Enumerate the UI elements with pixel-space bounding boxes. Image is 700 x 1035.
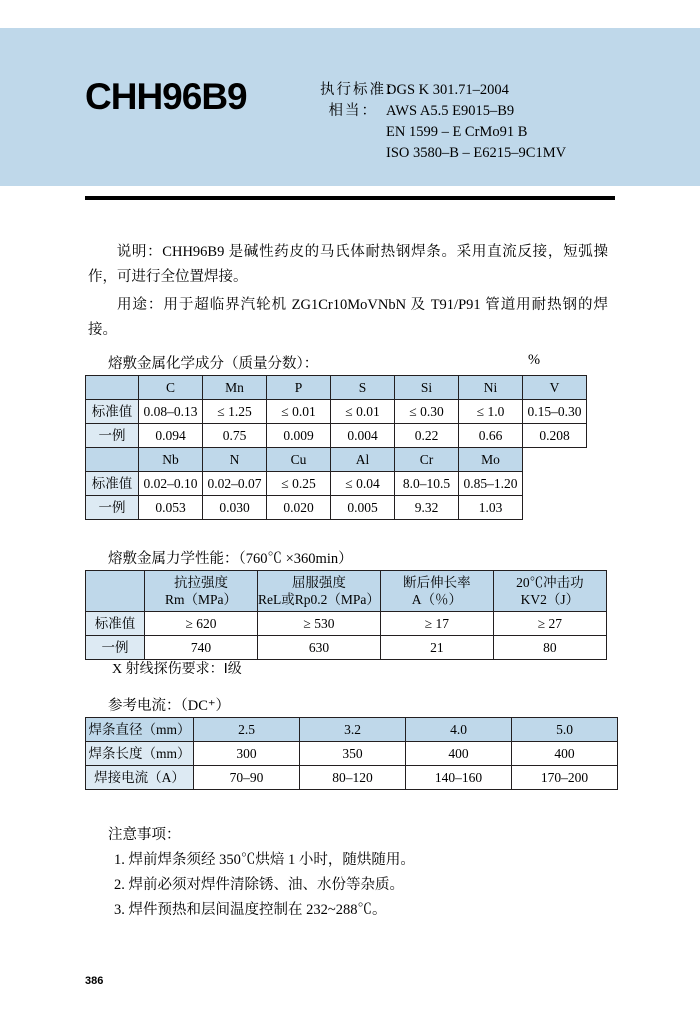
row-label: 一例	[86, 496, 139, 520]
standard-value: AWS A5.5 E9015–B9	[386, 103, 515, 119]
usage-paragraph	[88, 293, 608, 343]
column-header	[145, 571, 258, 612]
table-cell: 4.0	[406, 718, 512, 742]
table-row	[86, 376, 587, 400]
table-cell: 0.020	[267, 496, 331, 520]
table-cell: 3.2	[300, 718, 406, 742]
note-item: 3. 焊件预热和层间温度控制在 232~288℃。	[114, 902, 387, 918]
corner-cell	[86, 448, 139, 472]
column-header: Nb	[139, 448, 203, 472]
description-text: 说明：CHH96B9 是碱性药皮的马氏体耐热钢焊条。采用直流反接，短弧操作，可进行全位置焊接。	[88, 244, 608, 285]
table-row	[86, 742, 618, 766]
note-item: 2. 焊前必须对焊件清除锈、油、水份等杂质。	[114, 877, 404, 893]
standard-row	[320, 143, 566, 164]
reference-current-table	[85, 717, 618, 790]
note-item: 1. 焊前焊条须经 350℃烘焙 1 小时，随烘随用。	[114, 852, 415, 868]
standard-value: EN 1599 – E CrMo91 B	[386, 124, 528, 140]
table-cell: 350	[300, 742, 406, 766]
column-header	[380, 571, 493, 612]
standard-value: ISO 3580–B – E6215–9C1MV	[386, 145, 567, 161]
table-cell: 0.030	[203, 496, 267, 520]
table-row	[86, 424, 587, 448]
table-cell: 8.0–10.5	[395, 472, 459, 496]
description-paragraph	[88, 240, 608, 290]
row-label: 焊条长度（mm）	[86, 742, 194, 766]
table-cell: 300	[194, 742, 300, 766]
table-cell: ≥ 17	[380, 612, 493, 636]
table-cell: ≤ 1.25	[203, 400, 267, 424]
chemical-composition-table	[85, 375, 587, 520]
table-cell: ≤ 0.25	[267, 472, 331, 496]
table-cell: 80	[493, 636, 606, 660]
table-cell: 0.15–0.30	[523, 400, 587, 424]
table-cell: 0.053	[139, 496, 203, 520]
table-cell: 400	[512, 742, 618, 766]
usage-text: 用途：用于超临界汽轮机 ZG1Cr10MoVNbN 及 T91/P91 管道用耐热钢的焊接。	[88, 297, 608, 338]
standard-label: 相当：	[328, 103, 378, 119]
column-header: Mn	[203, 376, 267, 400]
table-cell: 9.32	[395, 496, 459, 520]
column-header: Al	[331, 448, 395, 472]
mechanical-caption: 熔敷金属力学性能：（760℃ ×360min）	[108, 551, 353, 567]
table-row	[86, 636, 607, 660]
table-cell: ≤ 1.0	[459, 400, 523, 424]
chemical-caption	[108, 352, 541, 373]
table-cell: 0.009	[267, 424, 331, 448]
column-header-line2: Rm（MPa）	[164, 592, 237, 607]
table-row	[86, 472, 587, 496]
chemical-unit: %	[528, 352, 541, 368]
empty-cell	[523, 448, 587, 472]
table-cell: 2.5	[194, 718, 300, 742]
table-row	[86, 718, 618, 742]
table-cell: ≥ 530	[258, 612, 381, 636]
table-cell: 0.004	[331, 424, 395, 448]
table-cell: 21	[380, 636, 493, 660]
mechanical-properties-table	[85, 570, 607, 660]
table-cell: 70–90	[194, 766, 300, 790]
title-divider	[85, 196, 615, 200]
current-caption: 参考电流：（DC⁺）	[108, 698, 231, 714]
table-cell: 740	[145, 636, 258, 660]
table-cell: ≤ 0.30	[395, 400, 459, 424]
table-row	[86, 612, 607, 636]
column-header: C	[139, 376, 203, 400]
column-header: P	[267, 376, 331, 400]
standard-row	[320, 80, 566, 101]
notes-section	[108, 823, 415, 923]
page-title: CHH96B9	[85, 76, 247, 117]
table-row	[86, 766, 618, 790]
column-header: V	[523, 376, 587, 400]
table-cell: 1.03	[459, 496, 523, 520]
table-cell: 0.02–0.07	[203, 472, 267, 496]
table-cell: 0.094	[139, 424, 203, 448]
table-row	[86, 496, 587, 520]
standard-row	[320, 101, 566, 122]
table-cell: 0.22	[395, 424, 459, 448]
chemical-caption-text: 熔敷金属化学成分（质量分数）：	[108, 356, 319, 372]
table-cell: 0.005	[331, 496, 395, 520]
table-cell: 0.75	[203, 424, 267, 448]
table-cell: ≥ 27	[493, 612, 606, 636]
header-band	[0, 28, 700, 186]
table-row	[86, 400, 587, 424]
xray-requirement: X 射线探伤要求：Ⅰ级	[112, 662, 242, 677]
table-cell: 170–200	[512, 766, 618, 790]
column-header-line2: ReL或Rp0.2（MPa）	[258, 592, 380, 607]
empty-cell	[523, 496, 587, 520]
table-cell: 0.85–1.20	[459, 472, 523, 496]
table-cell: 630	[258, 636, 381, 660]
table-cell: ≤ 0.01	[267, 400, 331, 424]
column-header-line2: KV2（J）	[520, 592, 580, 607]
table-cell: 0.08–0.13	[139, 400, 203, 424]
column-header-line1: 抗拉强度	[174, 575, 228, 590]
column-header	[493, 571, 606, 612]
table-cell: ≥ 620	[145, 612, 258, 636]
standard-label: 执行标准：	[320, 82, 403, 98]
table-cell: 400	[406, 742, 512, 766]
column-header-line1: 屈服强度	[291, 575, 346, 590]
column-header: S	[331, 376, 395, 400]
table-cell: ≤ 0.04	[331, 472, 395, 496]
standard-value: DGS K 301.71–2004	[386, 82, 509, 98]
table-row	[86, 448, 587, 472]
column-header: N	[203, 448, 267, 472]
table-cell: 0.66	[459, 424, 523, 448]
page-number: 386	[85, 975, 104, 987]
table-cell: ≤ 0.01	[331, 400, 395, 424]
row-label: 一例	[86, 424, 139, 448]
column-header: Ni	[459, 376, 523, 400]
column-header-line1: 断后伸长率	[403, 575, 471, 590]
column-header-line2: A（％）	[411, 592, 463, 607]
corner-cell	[86, 571, 145, 612]
standard-row	[320, 122, 566, 143]
row-label: 标准值	[86, 472, 139, 496]
table-cell: 0.02–0.10	[139, 472, 203, 496]
column-header	[258, 571, 381, 612]
table-cell: 5.0	[512, 718, 618, 742]
corner-cell	[86, 376, 139, 400]
table-cell: 80–120	[300, 766, 406, 790]
row-label: 标准值	[86, 400, 139, 424]
column-header: Cr	[395, 448, 459, 472]
row-label: 标准值	[86, 612, 145, 636]
row-label: 焊条直径（mm）	[86, 718, 194, 742]
column-header: Mo	[459, 448, 523, 472]
column-header-line1: 20℃冲击功	[516, 575, 584, 590]
table-cell: 0.208	[523, 424, 587, 448]
row-label: 一例	[86, 636, 145, 660]
column-header: Si	[395, 376, 459, 400]
table-row	[86, 571, 607, 612]
row-label: 焊接电流（A）	[86, 766, 194, 790]
column-header: Cu	[267, 448, 331, 472]
table-cell: 140–160	[406, 766, 512, 790]
empty-cell	[523, 472, 587, 496]
standards-block	[320, 80, 566, 164]
notes-title: 注意事项：	[108, 827, 181, 843]
